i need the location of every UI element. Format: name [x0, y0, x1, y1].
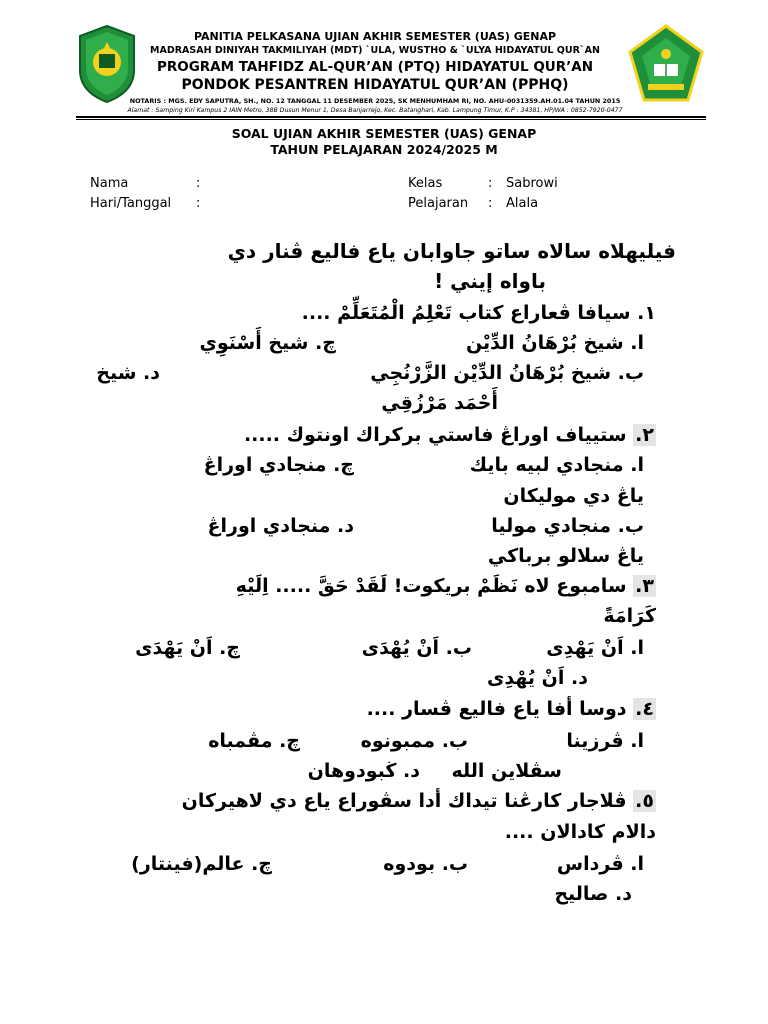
question-number: ٤.: [635, 698, 654, 720]
question-5-cont: دالام كادالان ....: [504, 821, 656, 843]
header-pondok: PONDOK PESANTREN HIDAYATUL QUR’AN (PPHQ): [181, 77, 569, 93]
q4-option-c: چ. مڤمباه: [208, 730, 300, 752]
q4-option-a: ا. ڤرزينا: [566, 730, 644, 752]
q1-option-b: ب. شيخ بُرْهَانُ الدِّيْن الزَّرْنُجِي: [370, 362, 644, 384]
instruction-line1: فيليهلاه سالاه ساتو جاوابان ياع فاليع ڤنار دي: [227, 239, 676, 263]
q1-option-d-cont: أَحْمَد مَرْزُقِي: [381, 392, 498, 414]
q5-option-b: ب. بودوه: [383, 853, 468, 875]
question-3-cont: كَرَامَةً: [603, 605, 656, 627]
header-notaris: NOTARIS : MGS. EDY SAPUTRA, SH., NO. 12 TANGGAL 11 DESEMBER 2025, SK MENHUMHAM RI, NO. AHU-0031359.AH.01.04 TAHUN 2015: [129, 97, 621, 105]
q1-option-d: د. شيخ: [96, 362, 160, 384]
question-text: دوسا أفا ياع فاليع ڤسار ....: [366, 698, 627, 720]
q5-option-a: ا. ڤرداس: [556, 853, 644, 875]
q3-option-c: چ. اَنْ يَهْدَى: [135, 637, 240, 659]
question-1: [302, 298, 656, 329]
q1-option-c: چ. شيخ أَسْنَوِي: [199, 332, 336, 354]
question-number: ١.: [637, 302, 656, 324]
header-committee: PANITIA PELKASANA UJIAN AKHIR SEMESTER (UAS) GENAP: [193, 30, 557, 43]
q2-option-c-cont: ياڠ دي موليكان: [503, 485, 644, 507]
kelas-sep: :: [488, 176, 493, 191]
kemenag-logo: [626, 24, 706, 104]
kelas-label: Kelas: [408, 176, 443, 191]
header-rule-thin: [76, 119, 706, 120]
hari-label: Hari/Tanggal: [90, 196, 172, 211]
q2-option-c: چ. منجادي اوراڠ: [203, 454, 354, 476]
question-number: ٣.: [635, 575, 654, 597]
header-address: Alamat : Samping Kiri Kampus 2 IAIN Metro, 38B Dusun Menur 1, Desa Banjarrejo, Kec. Batanghari, Kab. Lampung Timur, K.P : 34381, HP/WA : 0852-7920-0477: [127, 107, 623, 114]
question-4: [367, 694, 656, 725]
question-5: [182, 786, 656, 817]
q5-option-d: د. صاليح: [554, 883, 632, 905]
question-text: سيافا ڤعاراع كتاب تَعْلِمُ الْمُتَعَلِّمْ ....: [301, 302, 631, 324]
exam-year: TAHUN PELAJARAN 2024/2025 M: [270, 142, 498, 157]
question-text: ڤلاجار كارڠنا تيداك أدا سڤوراع ياع دي لاهيركان: [181, 790, 627, 812]
hari-sep: :: [196, 196, 201, 211]
question-text: ستيياف اوراڠ فاستي بركراك اونتوك .....: [243, 424, 627, 446]
pelajaran-value: Alala: [506, 196, 539, 211]
q2-option-b: ب. منجادي موليا: [491, 515, 644, 537]
q3-option-d: د. اَنْ يُهْدِى: [487, 667, 588, 689]
q3-option-a: ا. اَنْ يَهْدِى: [546, 637, 644, 659]
q2-option-d-cont: ياڠ سلالو برباكي: [487, 545, 644, 567]
question-2: [244, 420, 656, 451]
instruction-line2: باواه إيني !: [434, 269, 546, 293]
header-program: PROGRAM TAHFIDZ AL-QUR’AN (PTQ) HIDAYATUL QUR’AN: [156, 59, 594, 75]
q3-option-b: ب. اَنْ يُهْدَى: [361, 637, 472, 659]
question-3: [236, 571, 656, 602]
q4-option-b: ب. ممبونوه: [360, 730, 468, 752]
nama-sep: :: [196, 176, 201, 191]
exam-title: SOAL UJIAN AKHIR SEMESTER (UAS) GENAP: [231, 126, 537, 141]
pelajaran-label: Pelajaran: [408, 196, 469, 211]
nama-label: Nama: [90, 176, 129, 191]
q4-option-d: د. ڬبودوهان: [307, 760, 420, 782]
question-text: سامبوع لاه نَظَمْ بريكوت! لَقَدْ حَقَّ ..... اِلَيْهِ: [235, 575, 627, 597]
question-number: ٢.: [635, 424, 654, 446]
q1-option-a: ا. شيخ بُرْهَانُ الدِّيْن: [465, 332, 644, 354]
header-madrasah: MADRASAH DINIYAH TAKMILIYAH (MDT) `ULA, WUSTHO & `ULYA HIDAYATUL QUR`AN: [150, 45, 600, 56]
q2-option-a: ا. منجادي لبيه بايك: [469, 454, 644, 476]
q5-option-c: چ. عالم(فينتار): [131, 853, 272, 875]
kelas-value: Sabrowi: [506, 176, 558, 191]
pelajaran-sep: :: [488, 196, 493, 211]
question-number: ٥.: [635, 790, 654, 812]
q2-option-d: د. منجادي اوراڠ: [207, 515, 354, 537]
q4-option-c-cont: سڤلاين الله: [451, 760, 562, 782]
header-rule-thick: [76, 116, 706, 118]
